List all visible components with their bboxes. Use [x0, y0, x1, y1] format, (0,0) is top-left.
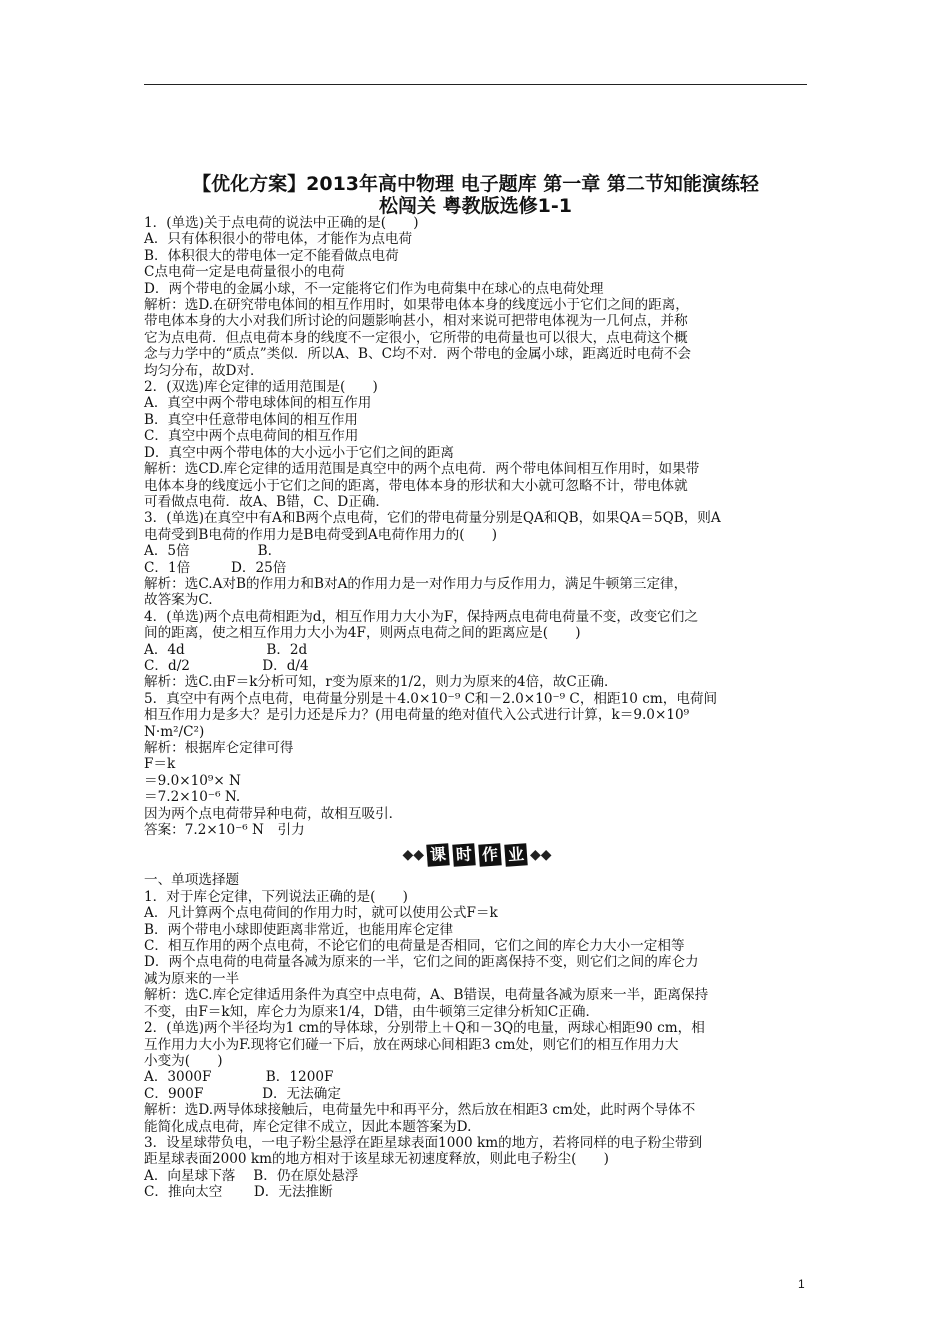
text-line: A．5倍 B.	[144, 543, 272, 560]
diamond-right-icon: ◆◆	[530, 847, 552, 864]
text-line: 1．(单选)关于点电荷的说法中正确的是( )	[144, 215, 419, 231]
diamond-left-icon: ◆◆	[402, 847, 424, 864]
text-line: 距星球表面2000 km的地方相对于该星球无初速度释放，则此电子粉尘( )	[144, 1151, 609, 1168]
header-rule	[144, 84, 807, 85]
text-line: 3．(单选)在真空中有A和B两个点电荷，它们的带电荷量分别是QA和QB，如果QA＝5QB，则A	[144, 510, 721, 527]
banner-char: 业	[504, 844, 527, 867]
text-line: 2．(单选)两个半径均为1 cm的导体球，分别带上＋Q和－3Q的电量，两球心相距90 cm，相	[144, 1020, 705, 1037]
text-line: 故答案为C.	[144, 592, 213, 609]
text-line: C．d/2 D．d/4	[144, 657, 309, 674]
text-line: D．真空中两个带电体的大小远小于它们之间的距离	[144, 444, 454, 461]
text-line: 能简化成点电荷，库仑定律不成立，因此本题答案为D.	[144, 1118, 472, 1135]
text-line: 1．对于库仑定律，下列说法正确的是( )	[144, 888, 408, 905]
document-title	[144, 173, 807, 217]
text-line: 一、单项选择题	[144, 872, 240, 889]
text-line: 带电体本身的大小对我们所讨论的问题影响甚小，相对来说可把带电体视为一几何点，并称	[144, 313, 688, 330]
text-line: A．只有体积很小的带电体，才能作为点电荷	[144, 231, 413, 248]
text-line: 3．设星球带负电，一电子粉尘悬浮在距星球表面1000 km的地方，若将同样的电子粉尘带到	[144, 1134, 703, 1151]
practice-section	[144, 215, 810, 838]
text-line: 解析：选C.由F＝k分析可知，r变为原来的1/2，则力为原来的4倍，故C正确．	[144, 674, 618, 691]
banner-char: 作	[478, 844, 501, 867]
text-line: A．真空中两个带电球体间的相互作用	[144, 395, 372, 412]
text-line: A．凡计算两个点电荷间的作用力时，就可以使用公式F＝k	[144, 905, 498, 922]
text-line: C．推向太空 D．无法推断	[144, 1184, 333, 1201]
text-line: 5．真空中有两个点电荷，电荷量分别是＋4.0×10⁻⁹ C和－2.0×10⁻⁹ C，相距10 cm，电荷间	[144, 690, 718, 707]
title-line-2: 松闯关 粤教版选修1-1	[379, 195, 572, 217]
title-line-1: 【优化方案】2013年高中物理 电子题库 第一章 第二节知能演练轻	[192, 173, 759, 195]
text-line: 解析：根据库仑定律可得	[144, 740, 294, 756]
text-line: 解析：选C.A对B的作用力和B对A的作用力是一对作用力与反作用力，满足牛顿第三定律，	[144, 575, 688, 592]
text-line: 互作用力大小为F.现将它们碰一下后，放在两球心间相距3 cm处，则它们的相互作用力大	[144, 1036, 679, 1053]
banner-char: 课	[426, 844, 449, 867]
text-line: 相互作用力是多大？是引力还是斥力？(用电荷量的绝对值代入公式进行计算，k＝9.0×10⁹	[144, 707, 690, 724]
text-line: 不变，由F＝k知，库仑力为原来1/4，D错，由牛顿第三定律分析知C正确．	[144, 1003, 600, 1020]
page-number: 1	[798, 1277, 805, 1291]
text-line: 念与力学中的“质点”类似．所以A、B、C均不对．两个带电的金属小球，距离近时电荷不会	[144, 346, 692, 363]
text-line: 减为原来的一半	[144, 970, 240, 987]
text-line: ＝7.2×10⁻⁶ N.	[144, 789, 241, 806]
text-line: 电体本身的线度远小于它们之间的距离，带电体本身的形状和大小就可忽略不计，带电体就	[144, 477, 688, 494]
banner-char: 时	[452, 844, 475, 867]
text-line: C点电荷一定是电荷量很小的电荷	[144, 264, 345, 281]
text-line: C．真空中两个点电荷间的相互作用	[144, 428, 359, 445]
text-line: C．相互作用的两个点电荷，不论它们的电荷量是否相同，它们之间的库仑力大小一定相等	[144, 938, 685, 955]
text-line: 解析：选CD.库仑定律的适用范围是真空中的两个点电荷．两个带电体间相互作用时，如果带	[144, 461, 700, 478]
text-line: A．4d B．2d	[144, 641, 308, 658]
text-line: 答案：7.2×10⁻⁶ N 引力	[144, 822, 305, 839]
document-body	[144, 215, 810, 1201]
text-line: 电荷受到B电荷的作用力是B电荷受到A电荷作用力的( )	[144, 526, 498, 543]
text-line: 解析：选D.在研究带电体间的相互作用时，如果带电体本身的线度远小于它们之间的距离，	[144, 297, 689, 314]
text-line: 均匀分布，故D对．	[144, 362, 264, 379]
text-line: B．真空中任意带电体间的相互作用	[144, 411, 358, 428]
text-line: B．两个带电小球即使距离非常近，也能用库仑定律	[144, 921, 454, 938]
homework-section	[144, 872, 810, 1200]
text-line: 小变为( )	[144, 1052, 223, 1069]
text-line: C．1倍 D．25倍	[144, 559, 287, 576]
text-line: A．3000F B．1200F	[144, 1069, 334, 1086]
text-line: N·m²/C²)	[144, 723, 205, 740]
homework-banner	[144, 838, 810, 872]
text-line: 4．(单选)两个点电荷相距为d，相互作用力大小为F，保持两点电荷电荷量不变，改变它们之	[144, 608, 698, 625]
text-line: 可看做点电荷．故A、B错，C、D正确．	[144, 493, 390, 510]
text-line: 间的距离，使之相互作用力大小为4F，则两点电荷之间的距离应是( )	[144, 625, 581, 642]
text-line: C．900F D．无法确定	[144, 1085, 341, 1102]
text-line: 它为点电荷．但点电荷本身的线度不一定很小，它所带的电荷量也可以很大，点电荷这个概	[144, 329, 688, 346]
text-line: 解析：选C.库仑定律适用条件为真空中点电荷，A、B错误，电荷量各减为原来一半，距离保持	[144, 987, 709, 1004]
text-line: 解析：选D.两导体球接触后，电荷量先中和再平分，然后放在相距3 cm处，此时两个导体不	[144, 1102, 696, 1119]
text-line: 2．(双选)库仑定律的适用范围是( )	[144, 379, 378, 396]
text-line: B．体积很大的带电体一定不能看做点电荷	[144, 247, 399, 264]
text-line: D．两个带电的金属小球，不一定能将它们作为电荷集中在球心的点电荷处理	[144, 280, 604, 297]
text-line: 因为两个点电荷带异种电荷，故相互吸引．	[144, 805, 403, 822]
text-line: D．两个点电荷的电荷量各减为原来的一半，它们之间的距离保持不变，则它们之间的库仑力	[144, 954, 699, 971]
text-line: ＝9.0×10⁹× N	[144, 772, 241, 789]
text-line: A．向星球下落 B．仍在原处悬浮	[144, 1167, 359, 1184]
text-line: F＝k	[144, 756, 176, 773]
